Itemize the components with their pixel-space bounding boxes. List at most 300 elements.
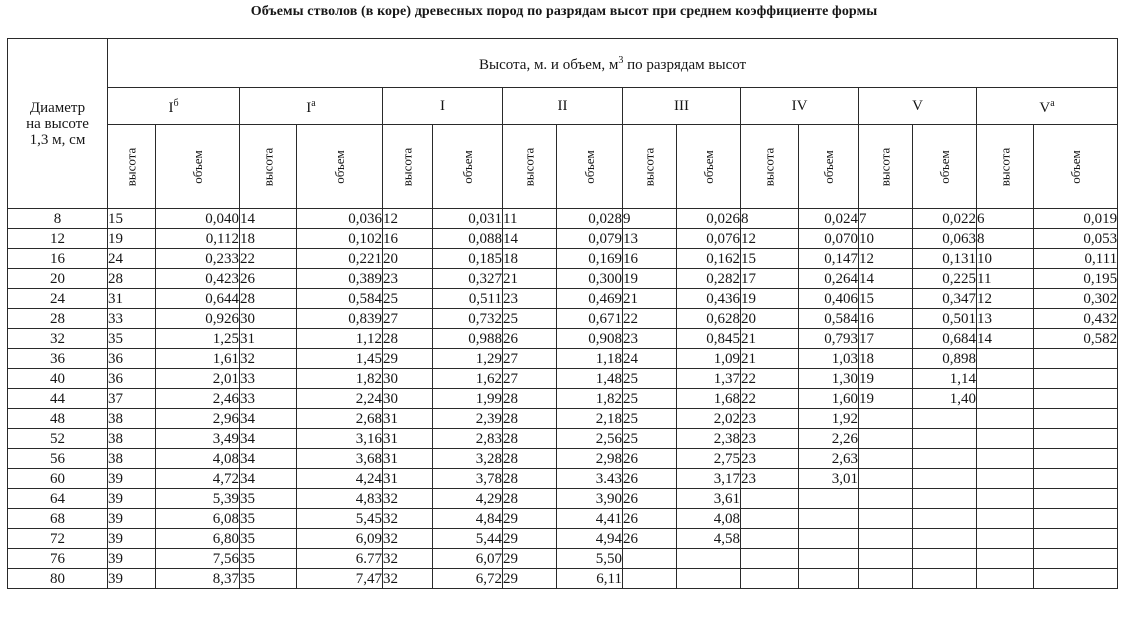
volume-cell: 0,063 (913, 229, 977, 249)
diameter-cell: 20 (8, 269, 108, 289)
height-cell: 36 (108, 369, 156, 389)
height-cell: 21 (623, 289, 677, 309)
height-class-header (623, 88, 741, 125)
volume-subheader (156, 125, 240, 209)
volume-cell (1034, 489, 1118, 509)
volume-cell (1034, 509, 1118, 529)
volume-cell: 0,839 (297, 309, 383, 329)
height-cell (741, 489, 799, 509)
height-cell: 23 (741, 429, 799, 449)
height-cell: 8 (741, 209, 799, 229)
volume-cell: 1,99 (433, 389, 503, 409)
height-cell: 10 (859, 229, 913, 249)
volume-cell: 3,17 (677, 469, 741, 489)
table-row (8, 249, 1118, 269)
height-cell (741, 569, 799, 589)
height-cell (859, 449, 913, 469)
volume-cell: 1,29 (433, 349, 503, 369)
height-cell (977, 429, 1034, 449)
height-cell: 27 (503, 349, 557, 369)
height-cell: 35 (240, 509, 297, 529)
volume-cell: 0,584 (297, 289, 383, 309)
height-cell (859, 509, 913, 529)
height-cell: 18 (503, 249, 557, 269)
height-cell: 28 (383, 329, 433, 349)
diameter-cell: 24 (8, 289, 108, 309)
volume-cell: 0,162 (677, 249, 741, 269)
volume-subheader-label: объем (459, 149, 475, 184)
volume-cell (1034, 389, 1118, 409)
volume-cell (913, 509, 977, 529)
volume-cell: 0,628 (677, 309, 741, 329)
volume-cell: 0,131 (913, 249, 977, 269)
height-cell: 35 (240, 489, 297, 509)
height-cell: 22 (240, 249, 297, 269)
height-cell: 23 (741, 469, 799, 489)
volume-cell: 0,389 (297, 269, 383, 289)
height-subheader (623, 125, 677, 209)
height-cell: 14 (503, 229, 557, 249)
height-cell (623, 569, 677, 589)
height-cell: 16 (623, 249, 677, 269)
volume-cell (677, 549, 741, 569)
volume-cell: 1,45 (297, 349, 383, 369)
height-cell: 29 (503, 569, 557, 589)
height-class-label: V (1039, 100, 1051, 116)
volume-cell: 5,44 (433, 529, 503, 549)
height-subheader-label: высота (260, 147, 275, 186)
volume-cell (913, 409, 977, 429)
volume-cell: 1,62 (433, 369, 503, 389)
volume-cell: 0,501 (913, 309, 977, 329)
diameter-cell: 48 (8, 409, 108, 429)
volume-cell: 4,58 (677, 529, 741, 549)
height-cell: 19 (859, 369, 913, 389)
height-cell: 28 (108, 269, 156, 289)
height-class-header (108, 88, 240, 125)
height-cell: 12 (383, 209, 433, 229)
height-class-superscript: б (173, 98, 179, 109)
volume-cell: 3,16 (297, 429, 383, 449)
volume-cell: 0,024 (799, 209, 859, 229)
table-row (8, 409, 1118, 429)
volume-cell: 0,019 (1034, 209, 1118, 229)
volume-cell: 0,644 (156, 289, 240, 309)
height-cell: 35 (240, 529, 297, 549)
table-row (8, 389, 1118, 409)
volume-cell: 7,47 (297, 569, 383, 589)
volume-subheader (677, 125, 741, 209)
height-cell: 24 (623, 349, 677, 369)
volume-cell: 0,147 (799, 249, 859, 269)
table-row (8, 269, 1118, 289)
volume-cell: 4,83 (297, 489, 383, 509)
volume-cell: 1,48 (557, 369, 623, 389)
height-class-header (741, 88, 859, 125)
height-cell: 17 (859, 329, 913, 349)
volume-cell: 5,45 (297, 509, 383, 529)
volume-cell: 0,347 (913, 289, 977, 309)
volume-cell: 2,68 (297, 409, 383, 429)
volume-cell: 0,102 (297, 229, 383, 249)
volume-cell (799, 509, 859, 529)
volume-cell: 4,08 (677, 509, 741, 529)
height-cell: 20 (741, 309, 799, 329)
height-subheader-label: высота (123, 147, 139, 186)
document-title: Объемы стволов (в коре) древесных пород по разрядам высот при среднем коэффициенте формы (250, 4, 878, 19)
diameter-cell: 64 (8, 489, 108, 509)
height-cell: 35 (108, 329, 156, 349)
volume-cell: 0,112 (156, 229, 240, 249)
height-cell (977, 509, 1034, 529)
volume-cell: 1,40 (913, 389, 977, 409)
volume-cell: 3.43 (557, 469, 623, 489)
volume-cell: 0,088 (433, 229, 503, 249)
volume-cell: 6.77 (297, 549, 383, 569)
height-cell: 32 (383, 549, 433, 569)
height-subheader-label: высота (761, 147, 777, 186)
diameter-cell: 40 (8, 369, 108, 389)
volume-cell: 1,12 (297, 329, 383, 349)
height-cell: 29 (503, 509, 557, 529)
diameter-header (8, 39, 108, 209)
height-cell: 25 (623, 429, 677, 449)
height-class-header (977, 88, 1118, 125)
volume-cell: 4,29 (433, 489, 503, 509)
table-row (8, 429, 1118, 449)
height-cell: 23 (741, 449, 799, 469)
height-class-header (859, 88, 977, 125)
volume-cell: 0,026 (677, 209, 741, 229)
volume-subheader-label: объем (1067, 149, 1083, 184)
volume-cell: 5,50 (557, 549, 623, 569)
volume-cell: 1,18 (557, 349, 623, 369)
diameter-cell: 80 (8, 569, 108, 589)
volume-cell: 0,845 (677, 329, 741, 349)
height-cell: 39 (108, 469, 156, 489)
height-cell: 39 (108, 509, 156, 529)
volume-cell: 0,469 (557, 289, 623, 309)
volume-cell: 2,39 (433, 409, 503, 429)
volume-cell: 0,079 (557, 229, 623, 249)
volume-cell (1034, 449, 1118, 469)
diameter-cell: 28 (8, 309, 108, 329)
height-cell: 7 (859, 209, 913, 229)
height-cell: 39 (108, 529, 156, 549)
volume-cell: 2,46 (156, 389, 240, 409)
height-cell: 32 (383, 489, 433, 509)
height-cell (859, 489, 913, 509)
main-header-text: Высота, м. и объем, м (479, 57, 619, 73)
volume-cell (1034, 429, 1118, 449)
height-cell (977, 489, 1034, 509)
volume-cell: 2,38 (677, 429, 741, 449)
height-cell: 31 (383, 429, 433, 449)
volume-subheader-label: объем (820, 149, 836, 184)
volume-cell: 1,25 (156, 329, 240, 349)
diameter-cell: 8 (8, 209, 108, 229)
volume-subheader (1034, 125, 1118, 209)
height-cell: 27 (383, 309, 433, 329)
height-cell (977, 449, 1034, 469)
volume-cell (1034, 549, 1118, 569)
volume-cell: 0,406 (799, 289, 859, 309)
height-cell: 16 (383, 229, 433, 249)
main-header-unit-sup: 3 (618, 55, 624, 66)
height-class-label: II (557, 98, 568, 114)
height-class-superscript: а (1050, 98, 1055, 109)
volume-cell: 4,08 (156, 449, 240, 469)
height-cell: 25 (623, 389, 677, 409)
volume-cell: 0,076 (677, 229, 741, 249)
volume-cell: 0,511 (433, 289, 503, 309)
height-cell: 22 (741, 389, 799, 409)
height-cell: 19 (741, 289, 799, 309)
height-cell: 23 (383, 269, 433, 289)
diameter-header-line-3: 1,3 м, см (29, 131, 86, 148)
table-row (8, 529, 1118, 549)
height-cell: 34 (240, 449, 297, 469)
volume-cell: 0,028 (557, 209, 623, 229)
height-subheader (859, 125, 913, 209)
volume-cell (913, 449, 977, 469)
height-cell: 12 (977, 289, 1034, 309)
volume-cell: 0,584 (799, 309, 859, 329)
volume-cell: 2,96 (156, 409, 240, 429)
volume-cell (913, 469, 977, 489)
volume-subheader (433, 125, 503, 209)
height-cell: 26 (503, 329, 557, 349)
volume-subheader-label: объем (936, 149, 952, 184)
height-cell: 30 (383, 369, 433, 389)
height-class-label: I (168, 100, 174, 116)
volume-cell (1034, 349, 1118, 369)
volume-cell: 6,07 (433, 549, 503, 569)
height-cell: 29 (383, 349, 433, 369)
volume-cell: 7,56 (156, 549, 240, 569)
height-cell: 37 (108, 389, 156, 409)
table-row (8, 509, 1118, 529)
volume-cell: 1,82 (297, 369, 383, 389)
height-cell: 30 (383, 389, 433, 409)
volume-cell: 1,09 (677, 349, 741, 369)
height-cell: 22 (741, 369, 799, 389)
table-row (8, 289, 1118, 309)
height-subheader-label: высота (641, 147, 657, 186)
volume-cell: 0,022 (913, 209, 977, 229)
height-cell: 27 (503, 369, 557, 389)
volume-cell: 0,671 (557, 309, 623, 329)
volume-cell: 2,26 (799, 429, 859, 449)
volume-cell: 0,169 (557, 249, 623, 269)
volume-cell: 3,28 (433, 449, 503, 469)
table-row (8, 569, 1118, 589)
volume-cell: 4,41 (557, 509, 623, 529)
height-cell: 28 (240, 289, 297, 309)
volume-cell (799, 529, 859, 549)
height-cell: 31 (383, 469, 433, 489)
volume-cell: 1,30 (799, 369, 859, 389)
height-cell: 23 (503, 289, 557, 309)
diameter-cell: 52 (8, 429, 108, 449)
height-cell: 26 (240, 269, 297, 289)
height-cell: 33 (240, 369, 297, 389)
volume-cell (1034, 569, 1118, 589)
diameter-cell: 36 (8, 349, 108, 369)
volume-cell: 0,040 (156, 209, 240, 229)
volume-cell: 2,83 (433, 429, 503, 449)
volume-cell: 0,036 (297, 209, 383, 229)
height-class-label: III (674, 98, 689, 114)
height-subheader (240, 125, 297, 209)
height-cell (977, 549, 1034, 569)
height-cell (977, 389, 1034, 409)
height-cell: 11 (977, 269, 1034, 289)
height-cell (977, 349, 1034, 369)
volume-cell: 6,72 (433, 569, 503, 589)
volume-cell: 6,80 (156, 529, 240, 549)
volume-cell: 0,732 (433, 309, 503, 329)
height-cell: 18 (859, 349, 913, 369)
height-class-header (383, 88, 503, 125)
height-cell: 31 (383, 409, 433, 429)
height-cell: 24 (108, 249, 156, 269)
volume-cell: 3,90 (557, 489, 623, 509)
height-class-label: I (306, 100, 312, 116)
volume-cell: 0,264 (799, 269, 859, 289)
table-row (8, 329, 1118, 349)
height-cell: 31 (383, 449, 433, 469)
height-subheader (108, 125, 156, 209)
table-row (8, 209, 1118, 229)
height-cell: 33 (240, 389, 297, 409)
volume-cell: 0,185 (433, 249, 503, 269)
table-row (8, 229, 1118, 249)
height-subheader (977, 125, 1034, 209)
height-cell (741, 549, 799, 569)
height-cell: 29 (503, 529, 557, 549)
volume-cell: 0,233 (156, 249, 240, 269)
height-cell: 19 (108, 229, 156, 249)
table-row (8, 549, 1118, 569)
height-cell: 30 (240, 309, 297, 329)
height-cell: 14 (977, 329, 1034, 349)
diameter-cell: 76 (8, 549, 108, 569)
diameter-cell: 60 (8, 469, 108, 489)
height-class-label: V (912, 98, 923, 114)
volume-cell (799, 549, 859, 569)
height-cell: 28 (503, 389, 557, 409)
height-cell (623, 549, 677, 569)
height-class-header (503, 88, 623, 125)
height-cell: 14 (859, 269, 913, 289)
height-cell: 18 (240, 229, 297, 249)
height-cell (977, 569, 1034, 589)
height-cell: 31 (108, 289, 156, 309)
volume-cell (1034, 529, 1118, 549)
height-class-label: IV (791, 98, 808, 114)
volume-cell: 0,221 (297, 249, 383, 269)
volume-cell: 0,582 (1034, 329, 1118, 349)
volume-cell: 8,37 (156, 569, 240, 589)
height-cell: 36 (108, 349, 156, 369)
height-cell (977, 529, 1034, 549)
height-cell: 28 (503, 449, 557, 469)
volume-cell: 1,60 (799, 389, 859, 409)
volume-cell: 0,432 (1034, 309, 1118, 329)
height-cell (859, 569, 913, 589)
height-cell: 6 (977, 209, 1034, 229)
height-cell: 32 (383, 509, 433, 529)
volume-cell: 1,68 (677, 389, 741, 409)
volume-cell: 1,14 (913, 369, 977, 389)
volume-cell: 1,37 (677, 369, 741, 389)
table-row (8, 349, 1118, 369)
volume-cell: 0,195 (1034, 269, 1118, 289)
volume-cell: 0,282 (677, 269, 741, 289)
height-cell (859, 429, 913, 449)
height-cell: 28 (503, 429, 557, 449)
height-cell: 39 (108, 549, 156, 569)
height-cell: 38 (108, 429, 156, 449)
volume-cell (1034, 469, 1118, 489)
table-row (8, 469, 1118, 489)
volume-cell: 0,684 (913, 329, 977, 349)
height-cell: 19 (859, 389, 913, 409)
volume-cell: 1,82 (557, 389, 623, 409)
volume-cell: 0,031 (433, 209, 503, 229)
height-cell: 32 (383, 529, 433, 549)
height-cell: 26 (623, 469, 677, 489)
volume-cell: 6,11 (557, 569, 623, 589)
height-cell: 26 (623, 529, 677, 549)
height-cell: 31 (240, 329, 297, 349)
diameter-header-line-2: на высоте (26, 115, 89, 132)
height-class-label: I (440, 98, 445, 114)
height-cell: 19 (623, 269, 677, 289)
diameter-header-line-1: Диаметр (29, 99, 86, 116)
diameter-cell: 72 (8, 529, 108, 549)
volume-cell: 4,72 (156, 469, 240, 489)
height-cell: 35 (240, 569, 297, 589)
volume-cell: 0,898 (913, 349, 977, 369)
height-cell: 12 (859, 249, 913, 269)
diameter-cell: 12 (8, 229, 108, 249)
volume-cell: 2,01 (156, 369, 240, 389)
volume-cell: 5,39 (156, 489, 240, 509)
volume-cell (1034, 409, 1118, 429)
volume-subheader-label: объем (189, 149, 205, 184)
volume-cell: 2,75 (677, 449, 741, 469)
volume-cell: 0,926 (156, 309, 240, 329)
height-cell: 29 (503, 549, 557, 569)
height-cell: 17 (741, 269, 799, 289)
height-cell: 25 (623, 409, 677, 429)
volume-table (7, 38, 1118, 589)
diameter-cell: 68 (8, 509, 108, 529)
volume-cell: 3,01 (799, 469, 859, 489)
height-cell (977, 409, 1034, 429)
height-cell: 32 (383, 569, 433, 589)
volume-cell: 0,988 (433, 329, 503, 349)
volume-subheader (297, 125, 383, 209)
main-header-text-end: по разрядам высот (623, 57, 747, 73)
height-cell: 23 (623, 329, 677, 349)
height-subheader-label: высота (399, 147, 415, 186)
table-row (8, 489, 1118, 509)
height-cell: 16 (859, 309, 913, 329)
height-cell: 9 (623, 209, 677, 229)
